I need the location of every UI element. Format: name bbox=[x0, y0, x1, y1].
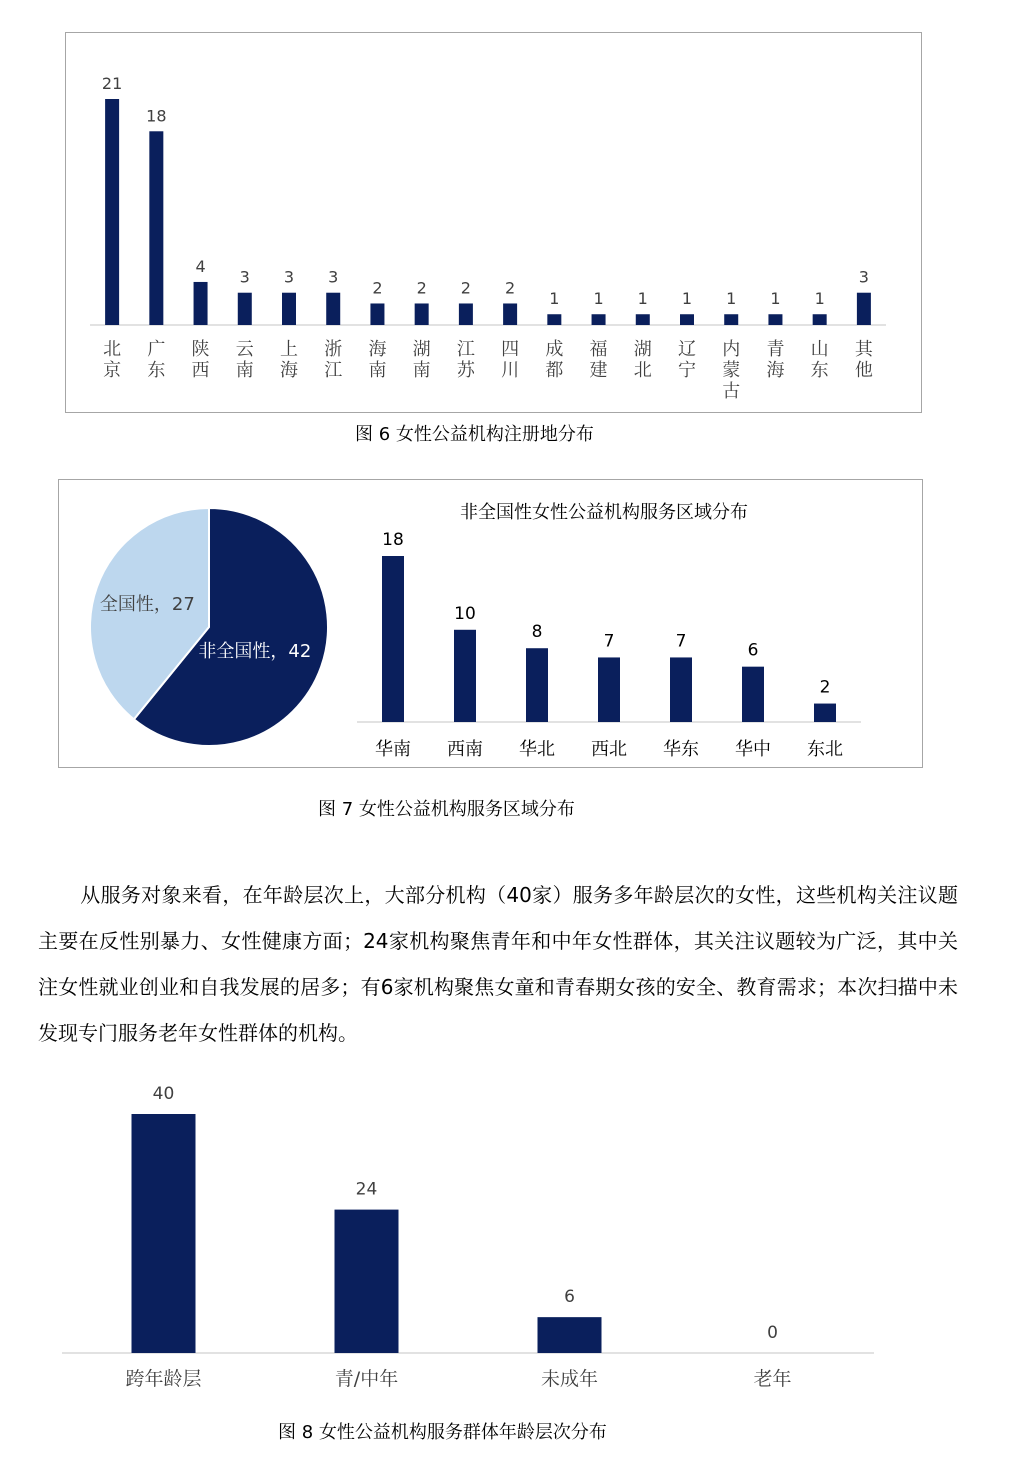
category-label: 华东 bbox=[663, 739, 699, 760]
data-label: 1 bbox=[593, 289, 604, 309]
data-label: 2 bbox=[416, 278, 427, 298]
category-label: 云南 bbox=[235, 339, 254, 381]
bar bbox=[194, 282, 208, 325]
bar bbox=[547, 314, 561, 325]
fig8-caption: 图 8 女性公益机构服务群体年龄层次分布 bbox=[278, 1422, 607, 1443]
bar bbox=[592, 314, 606, 325]
data-label: 1 bbox=[770, 289, 781, 309]
data-label: 7 bbox=[603, 631, 615, 652]
category-label: 内蒙古 bbox=[722, 339, 741, 402]
data-label: 3 bbox=[283, 267, 295, 287]
data-label: 8 bbox=[531, 622, 543, 643]
pie-slice-label: 全国性，27 bbox=[99, 594, 195, 616]
bar bbox=[382, 556, 404, 722]
category-label: 海南 bbox=[368, 339, 387, 381]
data-label: 2 bbox=[460, 278, 471, 298]
category-label: 青/中年 bbox=[334, 1368, 399, 1390]
bar bbox=[768, 314, 782, 325]
fig6-caption: 图 6 女性公益机构注册地分布 bbox=[355, 424, 594, 445]
data-label: 2 bbox=[505, 278, 516, 298]
fig6-bar-chart bbox=[66, 33, 921, 412]
bar bbox=[636, 314, 650, 325]
data-label: 2 bbox=[372, 278, 383, 298]
category-label: 华北 bbox=[519, 739, 555, 760]
bar-chart-title: 非全国性女性公益机构服务区域分布 bbox=[460, 502, 748, 523]
bar bbox=[526, 648, 548, 722]
bar bbox=[598, 657, 620, 722]
category-label: 西北 bbox=[591, 739, 627, 760]
category-label: 福建 bbox=[589, 339, 608, 381]
fig7-caption: 图 7 女性公益机构服务区域分布 bbox=[318, 799, 575, 820]
data-label: 3 bbox=[858, 267, 869, 287]
data-label: 1 bbox=[549, 289, 560, 309]
category-label: 陕西 bbox=[191, 339, 210, 381]
category-label: 湖北 bbox=[633, 339, 652, 381]
category-label: 浙江 bbox=[324, 339, 343, 381]
category-label: 山东 bbox=[810, 339, 829, 381]
category-label: 成都 bbox=[545, 339, 564, 381]
fig7-charts bbox=[59, 480, 922, 767]
data-label: 0 bbox=[767, 1323, 778, 1343]
bar bbox=[282, 293, 296, 325]
pie-slice-label: 非全国性，42 bbox=[198, 640, 312, 662]
category-label: 江苏 bbox=[456, 339, 475, 381]
bar bbox=[538, 1317, 602, 1353]
data-label: 1 bbox=[814, 289, 825, 309]
bar bbox=[105, 99, 119, 325]
bar bbox=[370, 303, 384, 325]
bar bbox=[415, 303, 429, 325]
category-label: 广东 bbox=[147, 339, 166, 381]
data-label: 40 bbox=[152, 1084, 175, 1104]
data-label: 6 bbox=[564, 1287, 575, 1308]
category-label: 华南 bbox=[375, 739, 411, 760]
bar bbox=[454, 630, 476, 722]
bar bbox=[814, 704, 836, 722]
category-label: 东北 bbox=[807, 739, 843, 760]
data-label: 3 bbox=[328, 267, 339, 287]
data-label: 10 bbox=[454, 603, 476, 624]
category-label: 跨年龄层 bbox=[125, 1368, 202, 1390]
bar bbox=[326, 293, 340, 325]
category-label: 老年 bbox=[753, 1368, 792, 1390]
data-label: 21 bbox=[101, 74, 123, 93]
bar bbox=[680, 314, 694, 325]
category-label: 未成年 bbox=[540, 1368, 599, 1390]
fig7-frame bbox=[58, 479, 923, 768]
bar bbox=[670, 657, 692, 722]
fig8-bar-chart bbox=[0, 1070, 1017, 1400]
bar bbox=[724, 314, 738, 325]
data-label: 1 bbox=[681, 289, 693, 309]
category-label: 辽宁 bbox=[678, 339, 696, 381]
bar bbox=[813, 314, 827, 325]
bar bbox=[459, 303, 473, 325]
data-label: 1 bbox=[637, 289, 648, 309]
bar bbox=[238, 293, 252, 325]
bar bbox=[857, 293, 871, 325]
bar bbox=[132, 1114, 196, 1353]
data-label: 18 bbox=[146, 106, 167, 126]
data-label: 3 bbox=[239, 267, 250, 287]
data-label: 7 bbox=[675, 631, 687, 652]
category-label: 华中 bbox=[735, 739, 771, 760]
bar bbox=[503, 303, 517, 325]
category-label: 北京 bbox=[103, 339, 122, 381]
category-label: 四川 bbox=[501, 339, 520, 381]
fig6-frame bbox=[65, 32, 922, 413]
data-label: 2 bbox=[819, 677, 831, 698]
data-label: 18 bbox=[382, 530, 404, 550]
category-label: 其他 bbox=[854, 339, 873, 381]
bar bbox=[335, 1210, 399, 1353]
body-paragraph bbox=[38, 872, 958, 1056]
category-label: 西南 bbox=[447, 739, 483, 760]
data-label: 4 bbox=[195, 256, 206, 276]
bar bbox=[149, 131, 163, 325]
category-label: 上海 bbox=[280, 339, 298, 381]
category-label: 青海 bbox=[766, 339, 785, 381]
category-label: 湖南 bbox=[412, 339, 431, 381]
bar bbox=[742, 667, 764, 722]
paragraph-text: 从服务对象来看，在年龄层次上，大部分机构（40家）服务多年龄层次的女性，这些机构关注议题主要在反性别暴力、女性健康方面；24家机构聚焦青年和中年女性群体，其关注议题较为广泛，其中关注女性就业创业和自我发展的居多；有6家机构聚焦女童和青春期女孩的安全、教育需求；本次扫描中未发现专门服务老年女性群体的机构。 bbox=[38, 883, 958, 1045]
data-label: 24 bbox=[355, 1179, 378, 1200]
data-label: 1 bbox=[726, 289, 737, 309]
data-label: 6 bbox=[747, 640, 759, 661]
